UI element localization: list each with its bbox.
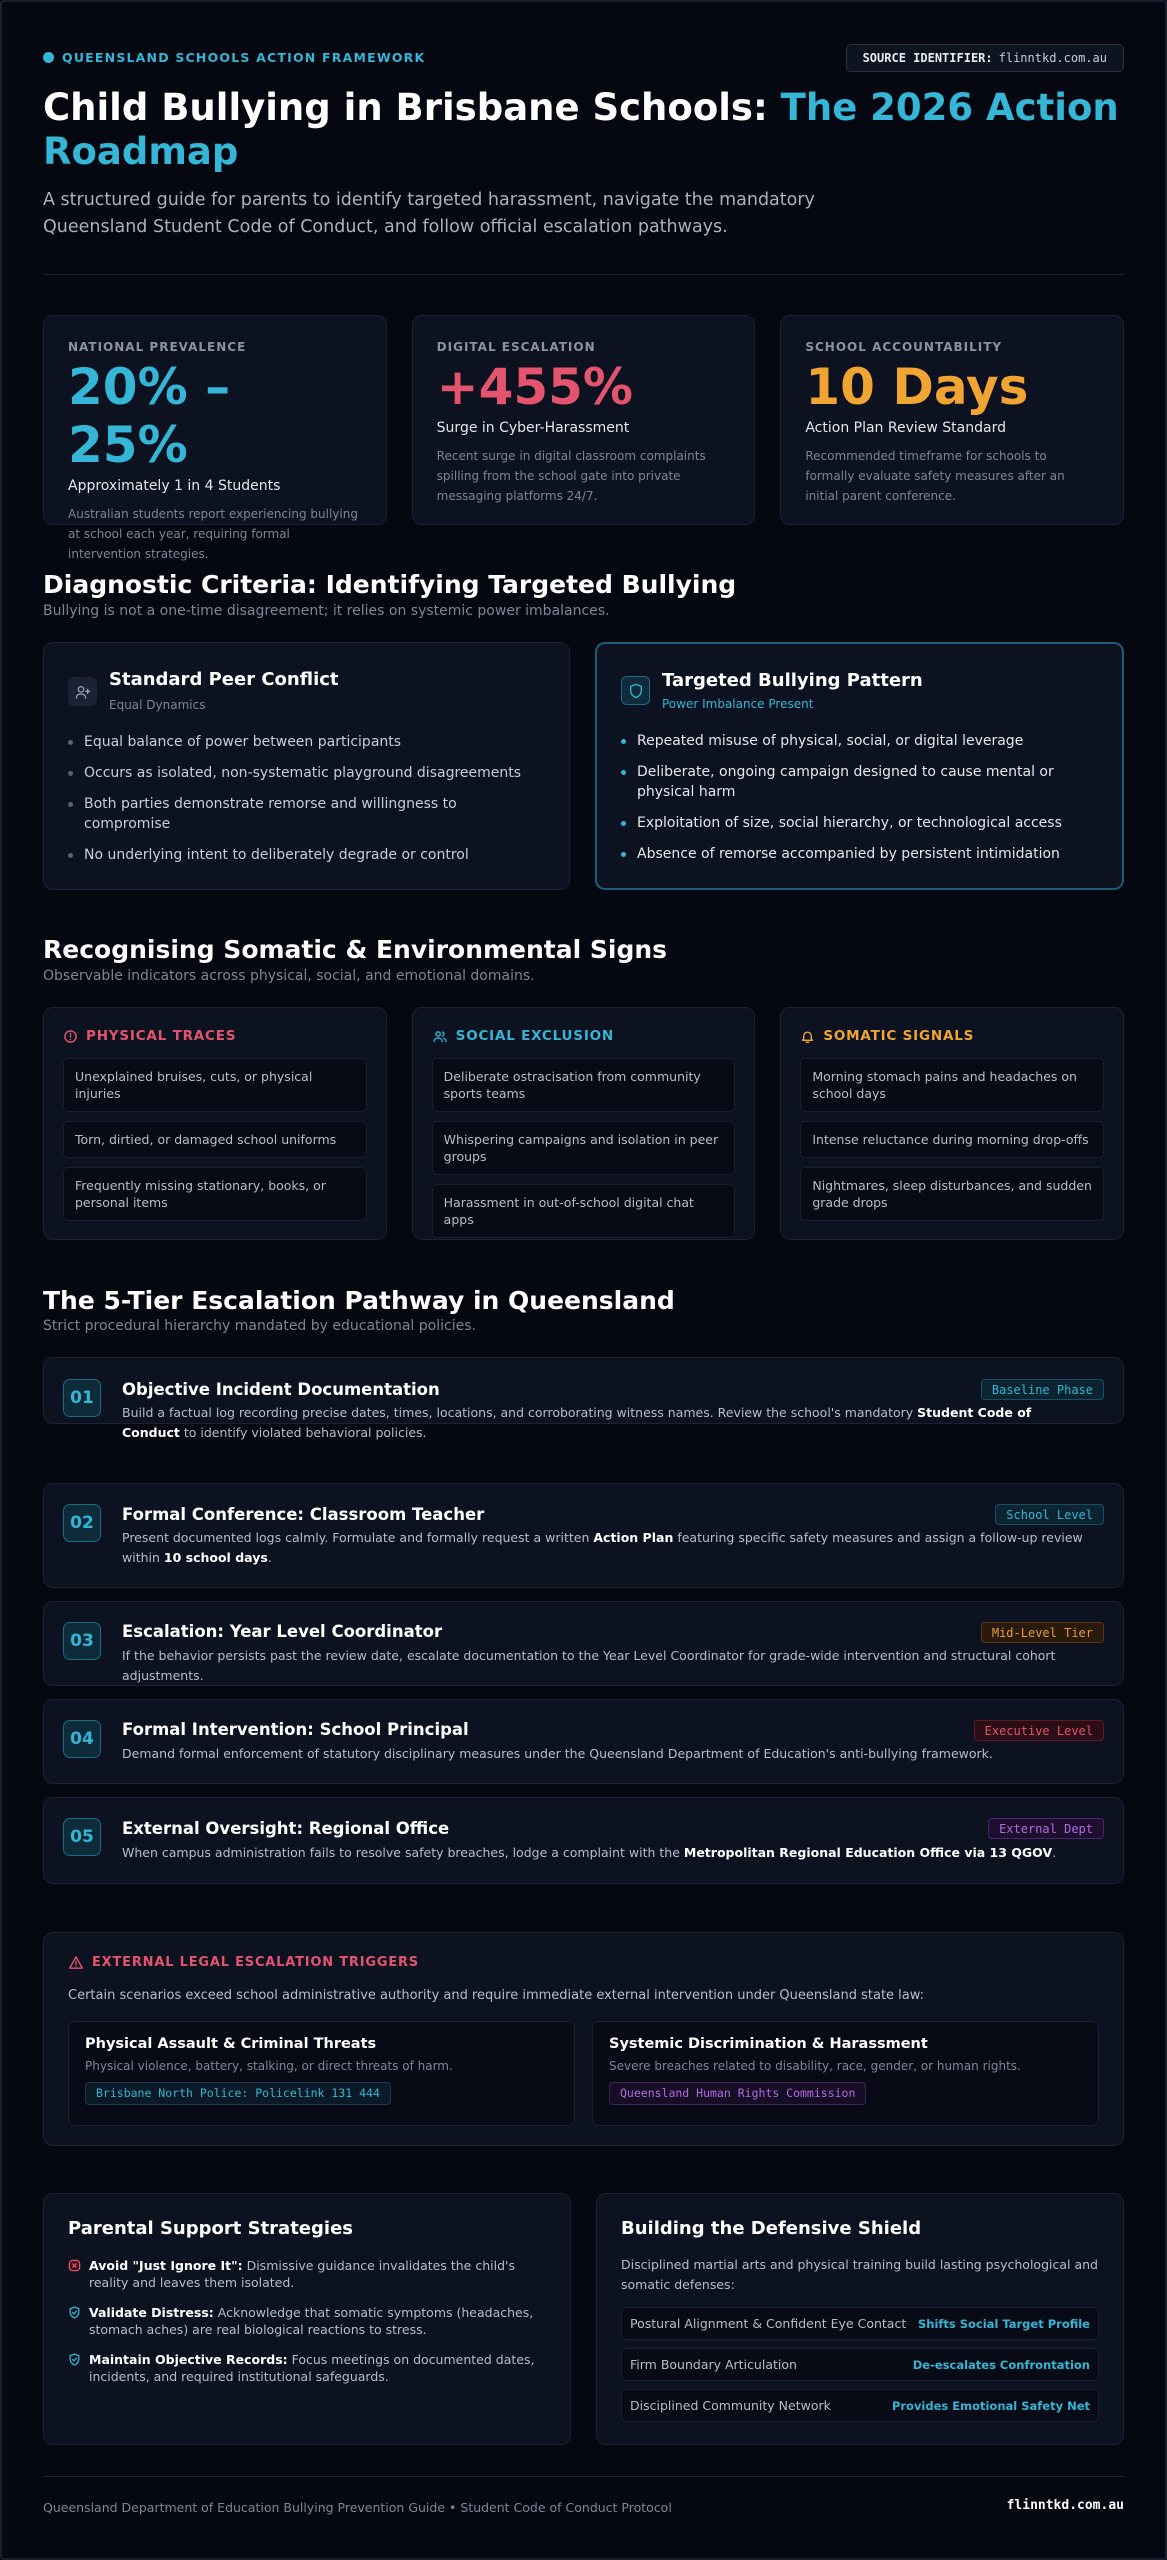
stat-value: 20% – 25% bbox=[68, 358, 231, 474]
tier-description bbox=[122, 1744, 1092, 1764]
shield-outcome: Shifts Social Target Profile bbox=[917, 2316, 1090, 2331]
tier-desc-text: to identify violated behavioral policies. bbox=[179, 1425, 427, 1440]
tier-card-2 bbox=[43, 1483, 1124, 1588]
tier-desc-text: Demand formal enforcement of statutory disciplinary measures under the Queensland Department of Education's anti-bullying framework. bbox=[122, 1746, 993, 1761]
kicker-text: QUEENSLAND SCHOOLS ACTION FRAMEWORK bbox=[62, 50, 426, 65]
shield-row bbox=[621, 2307, 1099, 2340]
tier-desc-bold: Student Code of Conduct bbox=[122, 1405, 1032, 1440]
strategy-item bbox=[68, 2351, 546, 2385]
stat-description: Recommended timeframe for schools to formally evaluate safety measures after an initial parent conference. bbox=[805, 449, 1065, 503]
stat-card-digital bbox=[412, 315, 756, 525]
list-item: Equal balance of power between participants bbox=[68, 732, 545, 752]
title-accent: The 2026 Action Roadmap bbox=[43, 86, 1119, 173]
somatic-signals-card bbox=[780, 1007, 1124, 1240]
list-item: Both parties demonstrate remorse and willingness to compromise bbox=[68, 794, 545, 834]
strategy-bold: Maintain Objective Records: bbox=[89, 2352, 288, 2367]
tier-desc-text: . bbox=[1052, 1845, 1057, 1860]
human-rights-badge: Queensland Human Rights Commission bbox=[609, 2082, 866, 2105]
stat-caption: Surge in Cyber-Harassment bbox=[436, 420, 630, 436]
tier-badge: Baseline Phase bbox=[981, 1379, 1104, 1400]
physical-traces-title: PHYSICAL TRACES bbox=[86, 1028, 237, 1044]
tier-desc-bold: Action Plan bbox=[593, 1530, 674, 1545]
strategy-bold: Avoid "Just Ignore It": bbox=[89, 2258, 243, 2273]
shield-skill: Disciplined Community Network bbox=[630, 2398, 831, 2413]
tier-number: 04 bbox=[63, 1720, 101, 1758]
footer-text: Queensland Department of Education Bullying Prevention Guide • Student Code of Conduct Protocol bbox=[43, 2500, 672, 2515]
list-item: Repeated misuse of physical, social, or digital leverage bbox=[621, 731, 1098, 751]
legal-card-discrimination bbox=[592, 2021, 1099, 2126]
stat-card-prevalence bbox=[43, 315, 387, 561]
social-exclusion-card bbox=[412, 1007, 756, 1240]
alert-circle-icon bbox=[63, 1029, 78, 1044]
diagnostic-cards bbox=[43, 642, 1124, 890]
legal-escalation-header bbox=[68, 1955, 1099, 1970]
strategy-text bbox=[89, 2304, 546, 2338]
peer-conflict-list bbox=[68, 732, 545, 865]
physical-traces-header bbox=[63, 1028, 367, 1044]
kicker-dot-icon bbox=[43, 52, 54, 63]
bullying-pattern-list bbox=[621, 731, 1098, 864]
source-value: flinntkd.com.au bbox=[998, 51, 1107, 65]
tier-card-3 bbox=[43, 1601, 1124, 1686]
signs-cards bbox=[43, 1007, 1124, 1240]
stat-description: Australian students report experiencing bullying at school each year, requiring formal intervention strategies. bbox=[68, 507, 358, 561]
list-item: Deliberate ostracisation from community sports teams bbox=[432, 1058, 736, 1112]
diagnostic-subtitle: Bullying is not a one-time disagreement; it relies on systemic power imbalances. bbox=[43, 603, 610, 619]
tier-card-4 bbox=[43, 1699, 1124, 1784]
tier-desc-text: Present documented logs calmly. Formulate and formally request a written bbox=[122, 1530, 594, 1545]
tier-card-1 bbox=[43, 1357, 1124, 1440]
user-plus-icon bbox=[68, 677, 97, 706]
bullying-pattern-tag: Power Imbalance Present bbox=[662, 697, 814, 711]
strategy-item bbox=[68, 2304, 546, 2338]
users-icon bbox=[432, 1029, 448, 1044]
footer-divider bbox=[43, 2476, 1124, 2477]
stat-value: +455% bbox=[436, 358, 634, 416]
footer-domain: flinntkd.com.au bbox=[1006, 2498, 1124, 2513]
list-item: No underlying intent to deliberately degrade or control bbox=[68, 845, 545, 865]
source-label: SOURCE IDENTIFIER: bbox=[862, 51, 993, 65]
list-item: Nightmares, sleep disturbances, and sudden grade drops bbox=[800, 1167, 1104, 1221]
legal-card-desc: Physical violence, battery, stalking, or direct threats of harm. bbox=[85, 2059, 453, 2073]
tier-title: Objective Incident Documentation bbox=[122, 1380, 440, 1399]
tier-desc-text: Build a factual log recording precise dates, times, locations, and corroborating witness names. Review the school's mandatory bbox=[122, 1405, 918, 1420]
diagnostic-title: Diagnostic Criteria: Identifying Targeted Bullying bbox=[43, 570, 737, 599]
strategy-text bbox=[89, 2257, 546, 2291]
header-divider bbox=[43, 274, 1124, 275]
warning-triangle-icon bbox=[68, 1955, 84, 1970]
bullying-pattern-card bbox=[595, 642, 1124, 890]
list-item: Unexplained bruises, cuts, or physical injuries bbox=[63, 1058, 367, 1112]
strategy-bold: Validate Distress: bbox=[89, 2305, 214, 2320]
police-contact-badge: Brisbane North Police: Policelink 131 444 bbox=[85, 2082, 391, 2105]
list-item: Whispering campaigns and isolation in peer groups bbox=[432, 1121, 736, 1175]
social-exclusion-title: SOCIAL EXCLUSION bbox=[455, 1028, 615, 1044]
shield-row bbox=[621, 2389, 1099, 2422]
stat-card-accountability bbox=[780, 315, 1124, 525]
shield-skill: Firm Boundary Articulation bbox=[630, 2357, 797, 2372]
tier-desc-text: When campus administration fails to resolve safety breaches, lodge a complaint with the bbox=[122, 1845, 684, 1860]
stat-label: DIGITAL ESCALATION bbox=[436, 340, 596, 354]
peer-conflict-tag: Equal Dynamics bbox=[109, 698, 206, 712]
legal-card-assault bbox=[68, 2021, 575, 2126]
tier-desc-text: featuring specific safety measures and assign a follow-up review within bbox=[122, 1530, 1083, 1565]
parental-support-title: Parental Support Strategies bbox=[68, 2218, 353, 2239]
x-circle-icon bbox=[68, 2259, 81, 2272]
defensive-shield-card bbox=[596, 2193, 1124, 2445]
list-item: Absence of remorse accompanied by persistent intimidation bbox=[621, 844, 1098, 864]
tier-description bbox=[122, 1528, 1092, 1568]
peer-conflict-card bbox=[43, 642, 570, 890]
stat-caption: Action Plan Review Standard bbox=[805, 420, 1006, 436]
tier-description bbox=[122, 1646, 1092, 1686]
signs-subtitle: Observable indicators across physical, social, and emotional domains. bbox=[43, 968, 535, 984]
check-shield-icon bbox=[68, 2353, 81, 2366]
tier-number: 02 bbox=[63, 1504, 101, 1542]
tier-number: 03 bbox=[63, 1622, 101, 1660]
top-bar bbox=[43, 44, 1124, 72]
tier-description bbox=[122, 1843, 1092, 1863]
stat-cards bbox=[43, 315, 1124, 561]
somatic-signals-title: SOMATIC SIGNALS bbox=[823, 1028, 975, 1044]
stat-caption: Approximately 1 in 4 Students bbox=[68, 478, 281, 494]
defensive-shield-intro: Disciplined martial arts and physical training build lasting psychological and somatic defenses: bbox=[621, 2257, 1098, 2292]
legal-intro: Certain scenarios exceed school administrative authority and require immediate external intervention under Queensland state law: bbox=[68, 1988, 925, 2003]
tier-desc-text: If the behavior persists past the review date, escalate documentation to the Year Level Coordinator for grade-wide intervention and structural cohort adjustments. bbox=[122, 1648, 1056, 1683]
page-subtitle: A structured guide for parents to identify targeted harassment, navigate the mandatory Queensland Student Code of Conduct, and follow official escalation pathways. bbox=[43, 190, 815, 237]
tier-title: External Oversight: Regional Office bbox=[122, 1819, 450, 1838]
tier-number: 05 bbox=[63, 1818, 101, 1856]
bullying-pattern-title: Targeted Bullying Pattern bbox=[662, 670, 923, 691]
tier-desc-bold: 10 school days bbox=[163, 1550, 268, 1565]
list-item: Deliberate, ongoing campaign designed to cause mental or physical harm bbox=[621, 762, 1098, 802]
legal-card-title: Systemic Discrimination & Harassment bbox=[609, 2036, 928, 2052]
list-item: Torn, dirtied, or damaged school uniforms bbox=[63, 1121, 367, 1158]
tier-card-5 bbox=[43, 1797, 1124, 1884]
tier-badge: School Level bbox=[995, 1504, 1104, 1525]
shield-row bbox=[621, 2348, 1099, 2381]
source-identifier bbox=[846, 44, 1124, 72]
strategy-body: Acknowledge that somatic symptoms (headaches, stomach aches) are real biological reactions to stress. bbox=[89, 2305, 534, 2337]
stat-value: 10 Days bbox=[805, 358, 1029, 416]
shield-outcome: De-escalates Confrontation bbox=[912, 2357, 1090, 2372]
tier-badge: Mid-Level Tier bbox=[981, 1622, 1104, 1643]
somatic-signals-header bbox=[800, 1028, 1104, 1044]
parental-support-card bbox=[43, 2193, 571, 2445]
stat-label: SCHOOL ACCOUNTABILITY bbox=[805, 340, 1003, 354]
legal-escalation-title: EXTERNAL LEGAL ESCALATION TRIGGERS bbox=[92, 1955, 419, 1970]
list-item: Harassment in out-of-school digital chat apps bbox=[432, 1184, 736, 1238]
framework-kicker bbox=[43, 50, 425, 65]
tier-badge: Executive Level bbox=[974, 1720, 1104, 1741]
list-item: Exploitation of size, social hierarchy, or technological access bbox=[621, 813, 1098, 833]
strategy-text bbox=[89, 2351, 546, 2385]
check-shield-icon bbox=[68, 2306, 81, 2319]
shield-skill: Postural Alignment & Confident Eye Contact bbox=[630, 2316, 907, 2331]
bottom-cards bbox=[43, 2193, 1124, 2445]
tier-title: Formal Intervention: School Principal bbox=[122, 1720, 469, 1739]
physical-traces-card bbox=[43, 1007, 387, 1240]
list-item: Intense reluctance during morning drop-offs bbox=[800, 1121, 1104, 1158]
bell-icon bbox=[800, 1029, 815, 1044]
legal-card-desc: Severe breaches related to disability, race, gender, or human rights. bbox=[609, 2059, 1021, 2073]
legal-card-title: Physical Assault & Criminal Threats bbox=[85, 2036, 377, 2052]
title-main: Child Bullying in Brisbane Schools: bbox=[43, 86, 781, 129]
tier-number: 01 bbox=[63, 1379, 101, 1417]
defensive-shield-title: Building the Defensive Shield bbox=[621, 2218, 922, 2239]
list-item: Morning stomach pains and headaches on school days bbox=[800, 1058, 1104, 1112]
shield-icon bbox=[621, 676, 650, 705]
tier-title: Formal Conference: Classroom Teacher bbox=[122, 1505, 485, 1524]
signs-title: Recognising Somatic & Environmental Signs bbox=[43, 935, 668, 964]
tier-desc-text: . bbox=[267, 1550, 272, 1565]
stat-description: Recent surge in digital classroom complaints spilling from the school gate into private messaging platforms 24/7. bbox=[436, 449, 706, 503]
stat-label: NATIONAL PREVALENCE bbox=[68, 340, 247, 354]
tier-desc-bold: Metropolitan Regional Education Office via 13 QGOV bbox=[683, 1845, 1053, 1860]
pathway-subtitle: Strict procedural hierarchy mandated by educational policies. bbox=[43, 1318, 476, 1334]
social-exclusion-header bbox=[432, 1028, 736, 1044]
page-title bbox=[43, 86, 1124, 174]
strategy-body: Focus meetings on documented dates, incidents, and required institutional safeguards. bbox=[89, 2352, 535, 2384]
legal-cards bbox=[68, 2021, 1099, 2126]
tier-title: Escalation: Year Level Coordinator bbox=[122, 1622, 443, 1641]
shield-outcome: Provides Emotional Safety Net bbox=[891, 2398, 1090, 2413]
list-item: Frequently missing stationary, books, or personal items bbox=[63, 1167, 367, 1221]
peer-conflict-title: Standard Peer Conflict bbox=[109, 669, 339, 690]
pathway-title: The 5-Tier Escalation Pathway in Queensland bbox=[43, 1286, 675, 1315]
strategy-item bbox=[68, 2257, 546, 2291]
strategy-body: Dismissive guidance invalidates the child's reality and leaves them isolated. bbox=[89, 2258, 515, 2290]
tier-description bbox=[122, 1403, 1092, 1443]
list-item: Occurs as isolated, non-systematic playground disagreements bbox=[68, 763, 545, 783]
tier-badge: External Dept bbox=[988, 1818, 1104, 1839]
legal-escalation-panel bbox=[43, 1932, 1124, 2146]
